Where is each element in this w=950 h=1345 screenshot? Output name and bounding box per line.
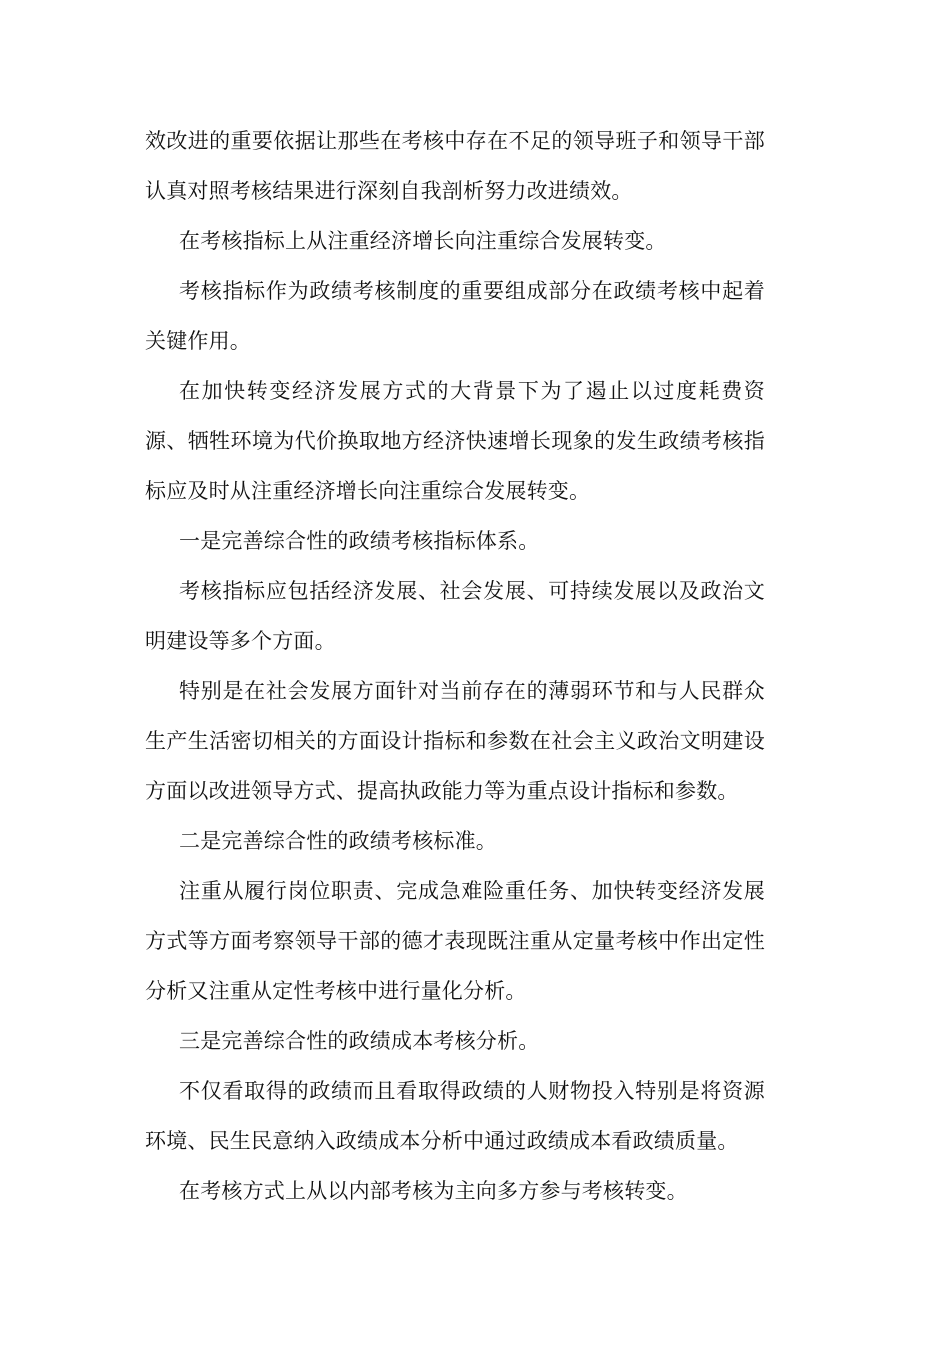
paragraph-heading-method: 在考核方式上从以内部考核为主向多方参与考核转变。: [179, 1179, 688, 1203]
paragraph: 在加快转变经济发展方式的大背景下为了遏止以过度耗费资源、牺牲环境为代价换取地方经济快速增长现象的发生政绩考核指标应及时从注重经济增长向注重综合发展转变。: [145, 379, 765, 503]
paragraph-point-two: 二是完善综合性的政绩考核标准。: [179, 829, 497, 853]
paragraph: 注重从履行岗位职责、完成急难险重任务、加快转变经济发展方式等方面考察领导干部的德才表现既注重从定量考核中作出定性分析又注重从定性考核中进行量化分析。: [145, 879, 765, 1003]
paragraph: 不仅看取得的政绩而且看取得政绩的人财物投入特别是将资源环境、民生民意纳入政绩成本分析中通过政绩成本看政绩质量。: [145, 1079, 765, 1153]
paragraph-continuation: 效改进的重要依据让那些在考核中存在不足的领导班子和领导干部认真对照考核结果进行深刻自我剖析努力改进绩效。: [145, 129, 765, 203]
paragraph: 考核指标应包括经济发展、社会发展、可持续发展以及政治文明建设等多个方面。: [145, 579, 765, 653]
document-body: [145, 116, 765, 1216]
paragraph: 考核指标作为政绩考核制度的重要组成部分在政绩考核中起着关键作用。: [145, 279, 765, 353]
paragraph: 特别是在社会发展方面针对当前存在的薄弱环节和与人民群众生产生活密切相关的方面设计指标和参数在社会主义政治文明建设方面以改进领导方式、提高执政能力等为重点设计指标和参数。: [145, 679, 765, 803]
paragraph-heading-indicators: 在考核指标上从注重经济增长向注重综合发展转变。: [179, 229, 667, 253]
paragraph-point-one: 一是完善综合性的政绩考核指标体系。: [179, 529, 540, 553]
paragraph-point-three: 三是完善综合性的政绩成本考核分析。: [179, 1029, 540, 1053]
